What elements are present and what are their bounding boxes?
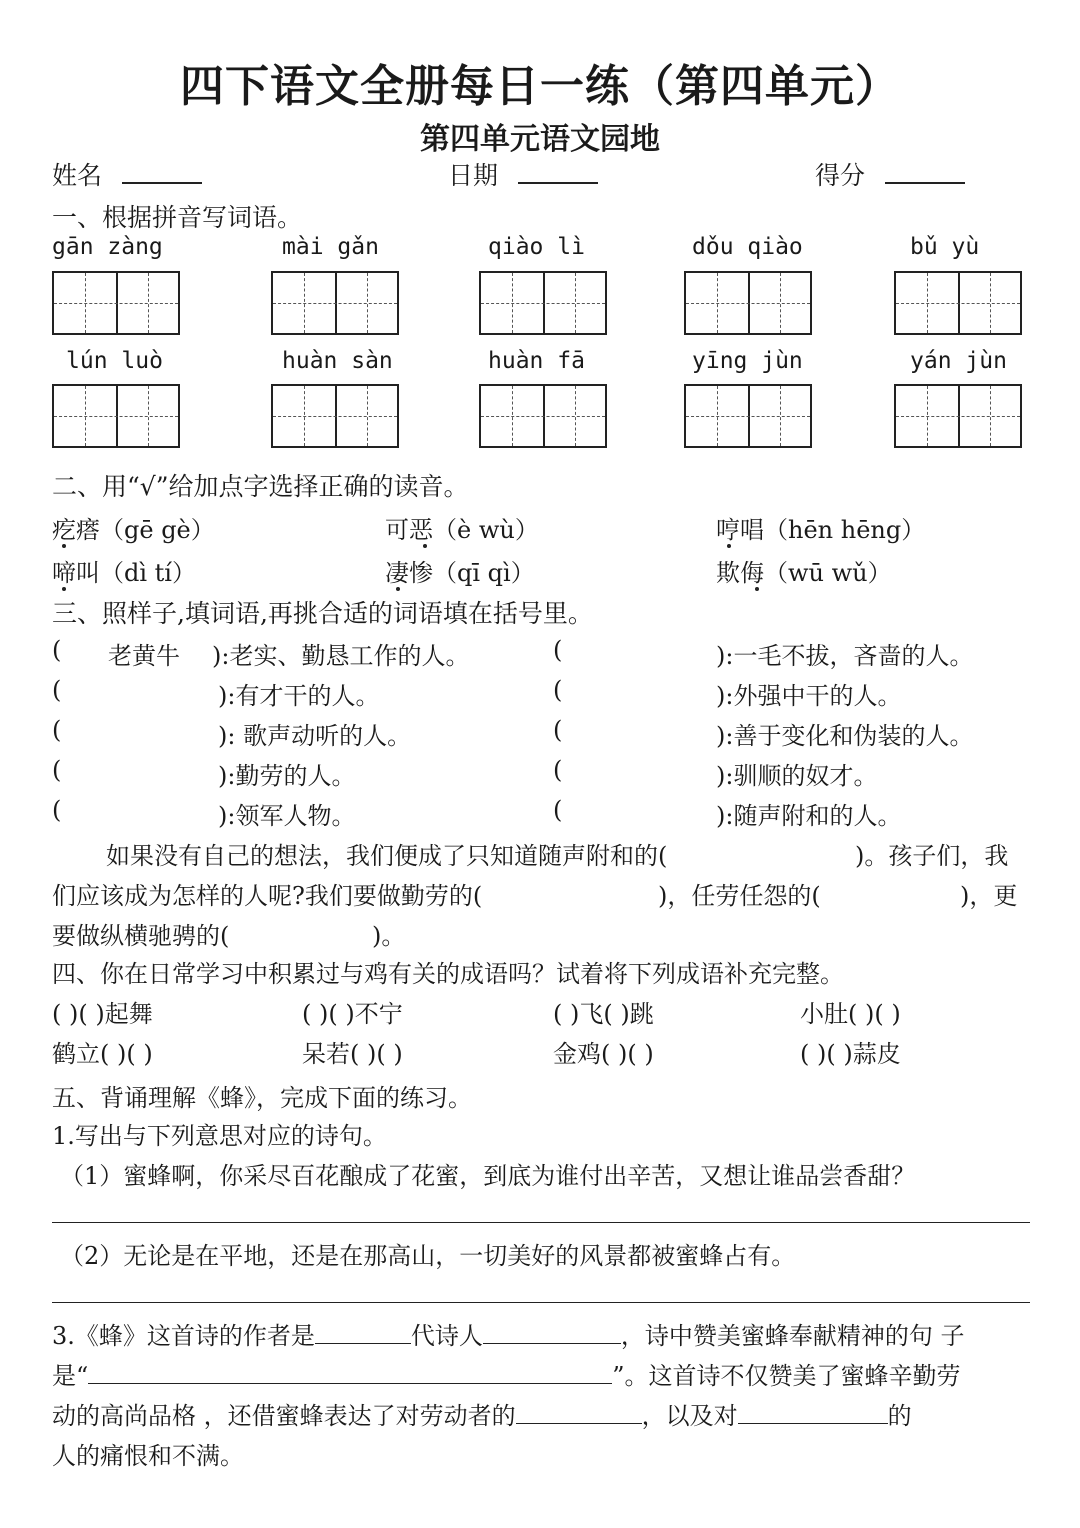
pinyin-label: dǒu qiào bbox=[692, 234, 803, 260]
pinyin-label: gān zàng bbox=[52, 234, 163, 260]
definition-item: ):驯顺的奴才。 bbox=[716, 762, 878, 790]
answer-blank[interactable] bbox=[315, 1317, 411, 1344]
question-text: 人的痛恨和不满。 bbox=[52, 1442, 244, 1470]
question-text: ”。这首诗不仅赞美了蜜蜂辛勤劳 bbox=[612, 1362, 961, 1390]
bracket-open: ( bbox=[553, 636, 563, 664]
writing-grid[interactable] bbox=[479, 271, 607, 335]
writing-grid[interactable] bbox=[52, 384, 180, 448]
idiom-item[interactable]: 小肚( )( ) bbox=[800, 1000, 901, 1028]
paragraph-text: 们应该成为怎样的人呢?我们要做勤劳的( bbox=[52, 882, 483, 910]
bracket-open: ( bbox=[52, 796, 62, 824]
section1-heading: 一、根据拼音写词语。 bbox=[52, 203, 303, 232]
question3-line1 bbox=[52, 1316, 965, 1351]
idiom-item[interactable]: ( )( )蒜皮 bbox=[800, 1040, 901, 1068]
answer-line[interactable] bbox=[52, 1222, 1030, 1223]
name-blank[interactable] bbox=[122, 160, 202, 184]
question-text: （2）无论是在平地，还是在那高山，一切美好的风景都被蜜蜂占有。 bbox=[60, 1242, 796, 1270]
definition-item: ):老实、勤恳工作的人。 bbox=[212, 642, 470, 670]
definition-item: ):随声附和的人。 bbox=[716, 802, 902, 830]
bracket-open: ( bbox=[52, 756, 62, 784]
question-text: 是“ bbox=[52, 1362, 89, 1390]
reading-choice[interactable]: 凄惨（qī qì） bbox=[385, 559, 535, 587]
writing-grid[interactable] bbox=[479, 384, 607, 448]
question-text: ，诗中赞美蜜蜂奉献精神的句 子 bbox=[620, 1322, 965, 1350]
question-text: 动的高尚品格 ，还借蜜蜂表达了对劳动者的 bbox=[52, 1402, 516, 1430]
bracket-open: ( bbox=[553, 676, 563, 704]
definition-item: ):善于变化和伪装的人。 bbox=[716, 722, 974, 750]
answer-blank[interactable] bbox=[516, 1397, 642, 1424]
pinyin-label: mài gǎn bbox=[282, 234, 379, 260]
writing-grid[interactable] bbox=[894, 271, 1022, 335]
definition-item: ):一毛不拔，吝啬的人。 bbox=[716, 642, 974, 670]
reading-choice[interactable]: 啼叫（dì tí） bbox=[52, 559, 196, 587]
writing-grid[interactable] bbox=[684, 271, 812, 335]
question3-line3 bbox=[52, 1396, 912, 1431]
emphasis-dot bbox=[423, 544, 427, 548]
reading-choice[interactable]: 可恶（è wù） bbox=[385, 516, 539, 544]
writing-grid[interactable] bbox=[684, 384, 812, 448]
question3-line2 bbox=[52, 1356, 961, 1391]
pinyin-label: bǔ yù bbox=[910, 234, 980, 260]
idiom-item[interactable]: ( )( )不宁 bbox=[302, 1000, 403, 1028]
definition-item: ):领军人物。 bbox=[218, 802, 356, 830]
writing-grid[interactable] bbox=[271, 384, 399, 448]
score-blank[interactable] bbox=[885, 160, 965, 184]
emphasis-dot bbox=[396, 587, 400, 591]
emphasis-dot bbox=[755, 587, 759, 591]
paragraph-text: 如果没有自己的想法，我们便成了只知道随声附和的( bbox=[106, 842, 668, 870]
score-label: 得分 bbox=[815, 161, 866, 190]
paragraph-text: )。孩子们，我 bbox=[855, 842, 1009, 870]
question-text: （1）蜜蜂啊，你采尽百花酿成了花蜜，到底为谁付出辛苦，又想让谁品尝香甜？ bbox=[60, 1162, 916, 1190]
question-text: 的 bbox=[887, 1402, 912, 1430]
date-label: 日期 bbox=[448, 161, 499, 190]
question-text: 代诗人 bbox=[410, 1322, 483, 1350]
definition-item: ):勤劳的人。 bbox=[218, 762, 356, 790]
date-field[interactable] bbox=[448, 156, 598, 192]
definition-item: ): 歌声动听的人。 bbox=[218, 722, 412, 750]
writing-grid[interactable] bbox=[52, 271, 180, 335]
pinyin-label: huàn fā bbox=[488, 348, 585, 374]
section2-heading: 二、用“√”给加点字选择正确的读音。 bbox=[52, 472, 469, 501]
section4-heading: 四、你在日常学习中积累过与鸡有关的成语吗？试着将下列成语补充完整。 bbox=[52, 960, 844, 988]
idiom-item[interactable]: 金鸡( )( ) bbox=[553, 1040, 654, 1068]
bracket-open: ( bbox=[52, 636, 62, 664]
emphasis-dot bbox=[62, 544, 66, 548]
paragraph-text: )，更 bbox=[960, 882, 1018, 910]
idiom-item[interactable]: ( )飞( )跳 bbox=[553, 1000, 654, 1028]
emphasis-dot bbox=[62, 587, 66, 591]
example-word: 老黄牛 bbox=[108, 642, 180, 670]
idiom-item[interactable]: 呆若( )( ) bbox=[302, 1040, 403, 1068]
bracket-open: ( bbox=[553, 756, 563, 784]
date-blank[interactable] bbox=[518, 160, 598, 184]
section5-heading: 五、背诵理解《蜂》，完成下面的练习。 bbox=[52, 1084, 472, 1112]
writing-grid[interactable] bbox=[894, 384, 1022, 448]
definition-item: ):外强中干的人。 bbox=[716, 682, 902, 710]
section3-heading: 三、照样子,填词语,再挑合适的词语填在括号里。 bbox=[52, 599, 593, 628]
answer-blank[interactable] bbox=[738, 1397, 888, 1424]
bracket-open: ( bbox=[52, 716, 62, 744]
reading-choice[interactable]: 疙瘩（gē gè） bbox=[52, 516, 215, 544]
emphasis-dot bbox=[727, 544, 731, 548]
pinyin-label: qiào lì bbox=[488, 234, 585, 260]
bracket-open: ( bbox=[553, 716, 563, 744]
paragraph-text: 要做纵横驰骋的( bbox=[52, 922, 230, 950]
bracket-open: ( bbox=[52, 676, 62, 704]
question-text: ，以及对 bbox=[641, 1402, 738, 1430]
name-label: 姓名 bbox=[52, 161, 103, 190]
idiom-item[interactable]: 鹤立( )( ) bbox=[52, 1040, 153, 1068]
writing-grid[interactable] bbox=[271, 271, 399, 335]
page-subtitle: 第四单元语文园地 bbox=[420, 122, 660, 157]
page-title: 四下语文全册每日一练（第四单元） bbox=[180, 61, 900, 112]
reading-choice[interactable]: 哼唱（hēn hēng） bbox=[716, 516, 926, 544]
paragraph-text: )。 bbox=[372, 922, 406, 950]
answer-line[interactable] bbox=[52, 1302, 1030, 1303]
paragraph-text: )，任劳任怨的( bbox=[658, 882, 821, 910]
score-field[interactable] bbox=[815, 156, 965, 192]
pinyin-label: yīng jùn bbox=[692, 348, 803, 374]
pinyin-label: lún luò bbox=[66, 348, 163, 374]
question-text: 1.写出与下列意思对应的诗句。 bbox=[52, 1122, 387, 1150]
pinyin-label: yán jùn bbox=[910, 348, 1007, 374]
pinyin-label: huàn sàn bbox=[282, 348, 393, 374]
reading-choice[interactable]: 欺侮（wū wǔ） bbox=[716, 559, 892, 587]
definition-item: ):有才干的人。 bbox=[218, 682, 380, 710]
name-field[interactable] bbox=[52, 156, 202, 192]
idiom-item[interactable]: ( )( )起舞 bbox=[52, 1000, 153, 1028]
bracket-open: ( bbox=[553, 796, 563, 824]
answer-blank[interactable] bbox=[88, 1357, 612, 1384]
question-text: 3.《蜂》这首诗的作者是 bbox=[52, 1322, 315, 1350]
answer-blank[interactable] bbox=[483, 1317, 621, 1344]
